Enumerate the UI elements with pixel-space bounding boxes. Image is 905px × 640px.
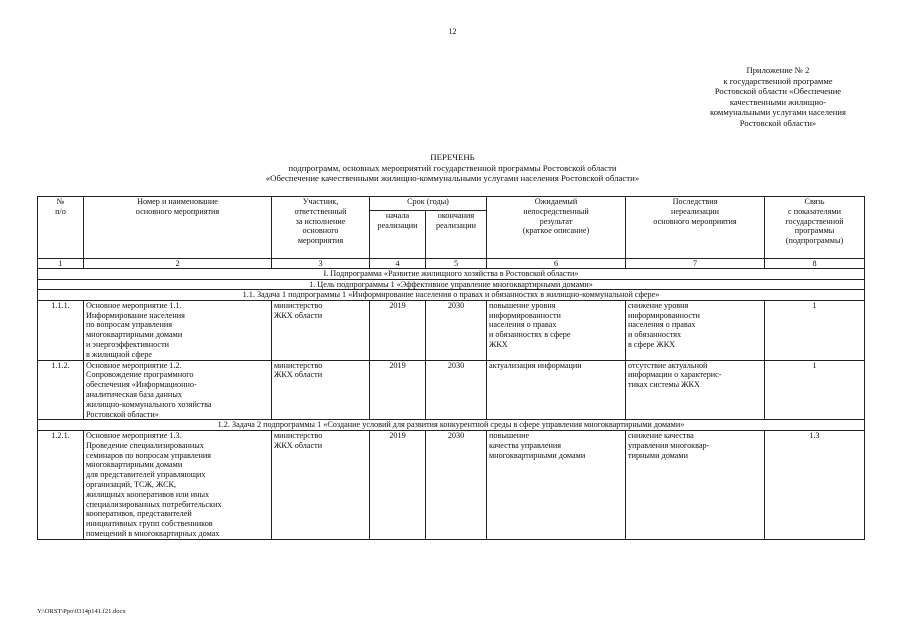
row-result: актуализация информации — [487, 360, 626, 420]
appendix-line: коммунальными услугами населения — [710, 107, 846, 118]
table-row — [38, 430, 865, 539]
header-num: № п/о — [38, 197, 84, 259]
row-num: 1.2.1. — [38, 430, 84, 539]
column-number: 2 — [84, 259, 272, 269]
header-term: Срок (годы) — [370, 197, 487, 211]
appendix-line: Ростовской области «Обеспечение — [714, 86, 842, 97]
title-heading: ПЕРЕЧЕНЬ — [430, 152, 475, 162]
measures-table — [37, 196, 865, 540]
row-participant: министерство ЖКХ области — [272, 430, 370, 539]
column-number: 1 — [38, 259, 84, 269]
title-line-1: подпрограмм, основных мероприятий государственной программы Ростовской области — [288, 162, 617, 173]
appendix-note — [660, 65, 896, 129]
column-number: 4 — [370, 259, 426, 269]
row-link: 1 — [765, 360, 865, 420]
row-consequences: снижение качества управления многоквар- тирными домами — [626, 430, 765, 539]
header-start: начала реализации — [370, 211, 426, 259]
row-consequences: снижение уровня информированности населения о правах и обязанностях в сфере ЖКХ — [626, 300, 765, 360]
row-consequences: отсутствие актуальной информации о характерис- тиках системы ЖКХ — [626, 360, 765, 420]
appendix-line: Приложение № 2 — [746, 65, 810, 75]
header-link: Связь с показателями государственной программы (подпрограммы) — [765, 197, 865, 259]
row-link: 1 — [765, 300, 865, 360]
column-number: 5 — [426, 259, 487, 269]
row-result: повышение качества управления многоквартирными домами — [487, 430, 626, 539]
header-result: Ожидаемый непосредственный результат (краткое описание) — [487, 197, 626, 259]
appendix-line: к государственной программе — [723, 75, 833, 86]
row-name: Основное мероприятие 1.2. Сопровождение программного обеспечения «Информационно- аналитическая база данных жилищно-коммунального хозяйства Ростовской области» — [84, 360, 272, 420]
appendix-line: качественными жилищно- — [729, 96, 827, 107]
table-row — [38, 300, 865, 360]
row-num: 1.1.1. — [38, 300, 84, 360]
appendix-line: Ростовской области» — [739, 117, 817, 128]
column-number: 3 — [272, 259, 370, 269]
row-end: 2030 — [426, 360, 487, 420]
header-consequences: Последствия нереализации основного мероприятия — [626, 197, 765, 259]
header-participant: Участник, ответственный за исполнение основного мероприятия — [272, 197, 370, 259]
column-number: 6 — [487, 259, 626, 269]
task-row: 1.2. Задача 2 подпрограммы 1 «Создание условий для развития конкурентной среды в сфере управления многоквартирными домами» — [38, 420, 865, 431]
file-path-footer: Y:\ORST\Ppo\0314p141.f21.docx — [37, 608, 126, 615]
document-title — [0, 152, 905, 184]
row-participant: министерство ЖКХ области — [272, 360, 370, 420]
row-end: 2030 — [426, 300, 487, 360]
subprogram-row: I. Подпрограмма «Развитие жилищного хозяйства в Ростовской области» — [38, 269, 865, 280]
row-name: Основное мероприятие 1.1. Информирование населения по вопросам управления многоквартирными домами и энергоэффективности в жилищной сфере — [84, 300, 272, 360]
row-participant: министерство ЖКХ области — [272, 300, 370, 360]
row-start: 2019 — [370, 300, 426, 360]
column-number-row — [38, 259, 865, 269]
column-number: 8 — [765, 259, 865, 269]
row-start: 2019 — [370, 430, 426, 539]
row-num: 1.1.2. — [38, 360, 84, 420]
row-start: 2019 — [370, 360, 426, 420]
row-name: Основное мероприятие 1.3. Проведение специализированных семинаров по вопросам управления многоквартирными домами для представителей управляющих организаций, ТСЖ, ЖСК, жилищных кооперативов или иных специализированных потребительских кооперативов, представителей инициативных групп собственников помещений в многоквартирных домах — [84, 430, 272, 539]
title-line-2: «Обеспечение качественными жилищно-коммунальными услугами населения Ростовской области» — [265, 173, 640, 183]
task-row: 1.1. Задача 1 подпрограммы 1 «Информирование населения о правах и обязанностях в жилищно-коммунальной сфере» — [38, 290, 865, 301]
row-link: 1.3 — [765, 430, 865, 539]
row-end: 2030 — [426, 430, 487, 539]
header-end: окончания реализации — [426, 211, 487, 259]
goal-row: 1. Цель подпрограммы 1 «Эффективное управление многоквартирными домами» — [38, 279, 865, 290]
header-name: Номер и наименование основного мероприятия — [84, 197, 272, 259]
row-result: повышение уровня информированности населения о правах и обязанностях в сфере ЖКХ — [487, 300, 626, 360]
column-number: 7 — [626, 259, 765, 269]
table-row — [38, 360, 865, 420]
page-number: 12 — [448, 27, 457, 36]
